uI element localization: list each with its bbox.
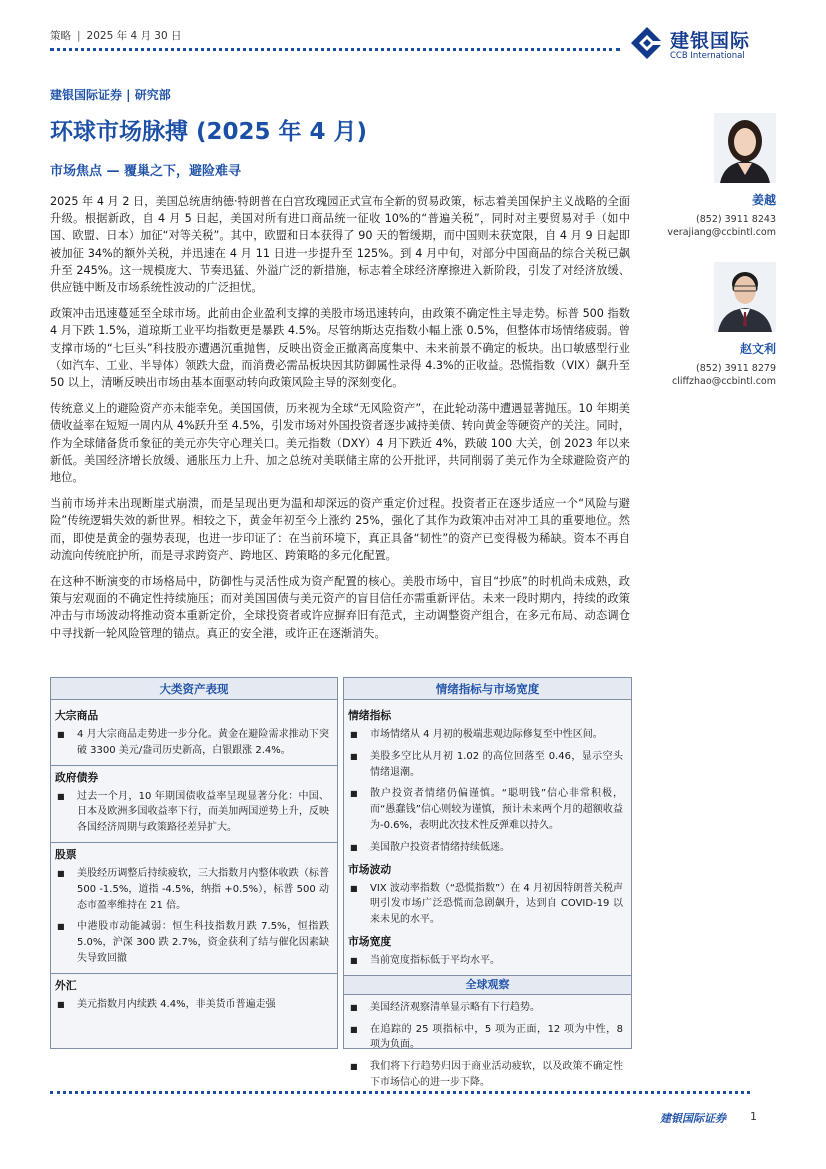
bullet-icon: ■ [57,922,65,932]
footer-divider [50,1091,750,1094]
bullet-icon: ■ [350,1062,358,1072]
footer-brand: 建银国际证券 [660,1112,726,1125]
topbar-separator: | [77,30,81,42]
list-item: ■ 我们将下行趋势归因于商业活动疲软，以及政策不确定性下市场信心的进一步下降。 [348,1059,627,1091]
section-title: 情绪指标 [348,709,392,722]
report-topbar [50,28,182,43]
bullet-icon: ■ [350,751,358,761]
bullet-icon: ■ [57,791,65,801]
list-item: ■ 中港股市动能减弱：恒生科技指数月跌 7.5%，恒指跌 5.0%，沪深 300 跌 2.7%，资金获利了结与催化因素缺失导致回撤 [55,919,333,966]
ccb-logo-icon [628,24,666,62]
section-title: 股票 [55,847,77,861]
analyst-name: 姜越 [751,193,776,207]
analyst-name: 赵文利 [739,342,776,356]
bullet-icon: ■ [57,999,65,1009]
analyst-card [646,113,776,239]
list-item: ■ 4 月大宗商品走势进一步分化。黄金在避险需求推动下突破 3300 美元/盎司历史新高，白银跟涨 2.4%。 [55,727,333,759]
section-divider [51,765,337,766]
list-item: ■ VIX 波动率指数（“恐慌指数”）在 4 月初因特朗普关税声明引发市场广泛恐慌而急剧飙升，达到自 COVID-19 以来未见的水平。 [348,881,627,928]
panel-title: 大类资产表现 [51,678,337,700]
paragraph: 在这种不断演变的市场格局中，防御性与灵活性成为资产配置的核心。美股市场中，盲目“抄底”的时机尚未成熟，政策与宏观面的不确定性持续施压；而对美国国债与美元资产的盲目信任亦需重新评估。未来一段时期内，持续的政策冲击与市场波动将推动资本重新定价，全球投资者或许应摒弃旧有范式，主动调整资产组合，在多元布局、动态调仓中寻找新一轮风险管理的锚点。真正的安全港，或许正在逐渐消失。 [50,575,630,640]
analyst-email[interactable]: verajiang@ccbintl.com [667,227,776,238]
section-title: 大宗商品 [55,709,99,722]
global-watch-title: 全球观察 [344,975,631,995]
report-category: 策略 [50,30,71,42]
page-number: 1 [750,1110,757,1123]
paragraph: 当前市场并未出现断崖式崩溃，而是呈现出更为温和却深远的资产重定价过程。投资者正在逐步适应一个“风险与避险”传统逻辑失效的新世界。相较之下，黄金年初至今上涨约 25%，强化了其作为政策冲击对冲工具的重要地位。然而，即使是黄金的强势表现，也进一步印证了：在当前环境下，真正具备“韧性”的资产已变得极为稀缺。资本不再自动流向传统庇护所，而是寻求跨资产、跨地区、跨策略的多元化配置。 [50,497,630,562]
bullet-icon: ■ [350,789,358,799]
paragraph: 政策冲击迅速蔓延至全球市场。此前由企业盈利支撑的美股市场迅速转向，由政策不确定性主导走势。标普 500 指数 4 月下跌 1.5%，道琼斯工业平均指数更是暴跌 4.5%。尽管纳斯达克指数小幅上涨 0.5%，但整体市场情绪疲弱。曾支撑市场的“七巨头”科技股亦遭遇沉重抛售，反映出资金正撤离高度集中、未来前景不确定的板块。出口敏感型行业（如汽车、工业、半导体）领跌大盘，而消费必需品板块因其防御属性录得 4.3%的正收益。恐慌指数（VIX）飙升至 50 以上，清晰反映出市场由基本面驱动转向政策风险主导的深刻变化。 [50,307,630,390]
paragraph: 2025 年 4 月 2 日，美国总统唐纳德·特朗普在白宫玫瑰园正式宣布全新的贸易政策，标志着美国保护主义战略的全面升级。根据新政，自 4 月 5 日起，美国对所有进口商品统一征收 10%的“普遍关税”，同时对主要贸易对手（如中国、欧盟、日本）加征“对等关税”。其中，欧盟和日本获得了 90 天的暂缓期，而中国则未获宽限，自 4 月 9 日起即被加征 34%的额外关税，并迅速在 4 月 11 日进一步提升至 125%。到 4 月中旬，对部分中国商品的综合关税已飙升至 245%。这一规模庞大、节奏迅猛、外溢广泛的新措施，标志着全球经济摩擦进入新阶段，引发了对经济放缓、供应链中断及市场系统性波动的广泛担忧。 [50,195,630,295]
logo-name-cn: 建银国际 [670,30,751,52]
bullet-icon: ■ [350,955,358,965]
bullet-icon: ■ [350,842,358,852]
ccb-logo [628,24,788,64]
header-divider [50,48,620,51]
analyst-email[interactable]: cliffzhao@ccbintl.com [672,376,776,387]
logo-name-en: CCB International [670,51,745,61]
section-divider [51,973,337,974]
page-title: 环球市场脉搏 (2025 年 4 月) [50,119,368,145]
analyst-phone: (852) 3911 8279 [696,363,776,374]
bullet-icon: ■ [350,730,358,739]
paragraph: 传统意义上的避险资产亦未能幸免。美国国债，历来视为全球“无风险资产”，在此轮动荡中遭遇显著抛压。10 年期美债收益率在短短一周内从 4%跃升至 4.5%，引发市场对外国投资者逐步减持美债、转向黄金等硬资产的关注。同时，作为全球储备货币象征的美元亦失守心理关口。美元指数（DXY）4 月下跌近 4%，跌破 100 大关，创 2023 年以来新低。美国经济增长放缓、通胀压力上升、加之总统对美联储主席的公开批评，共同削弱了美元作为全球避险资产的地位。 [50,402,630,485]
list-item: ■ 美股经历调整后持续疲软，三大指数月内整体收跌（标普 500 -1.5%，道指 -4.5%，纳指 +0.5%），标普 500 动态市盈率维持在 21 倍。 [55,866,333,913]
panel-title: 情绪指标与市场宽度 [344,678,631,700]
list-item: ■ 当前宽度指标低于平均水平。 [348,953,627,969]
list-item: ■ 市场情绪从 4 月初的极端悲观边际修复至中性区间。 [348,727,627,743]
section-title: 市场宽度 [348,934,392,948]
bullet-icon: ■ [350,1002,358,1012]
list-item: ■ 美国经济观察清单显示略有下行趋势。 [348,1000,627,1016]
section-title: 市场波动 [348,862,392,876]
list-item: ■ 美国散户投资者情绪持续低迷。 [348,840,627,856]
report-date: 2025 年 4 月 30 日 [86,30,182,42]
section-title: 外汇 [55,978,77,992]
bullet-icon: ■ [350,1024,358,1034]
bullet-icon: ■ [57,730,65,739]
analyst-photo-male [714,262,776,332]
list-item: ■ 散户投资者情绪仍偏谨慎。“聪明钱”信心非常积极，而“愚蠢钱”信心则较为谨慎，预计未来两个月的超额收益为-0.6%，表明此次技术性反弹难以持久。 [348,786,627,833]
asset-performance-panel [50,677,338,1049]
bullet-icon: ■ [350,883,358,893]
page-subtitle: 市场焦点 — 覆巢之下，避险难寻 [50,164,242,179]
analyst-card [646,262,776,388]
section-title: 政府债券 [55,770,99,784]
analyst-phone: (852) 3911 8243 [696,214,776,225]
bullet-icon: ■ [57,868,65,878]
list-item: ■ 在追踪的 25 项指标中，5 项为正面，12 项为中性，8 项为负面。 [348,1022,627,1054]
list-item: ■ 过去一个月，10 年期国债收益率呈现显著分化：中国、日本及欧洲多国收益率下行，而美加两国逆势上升，反映各国经济周期与政策路径差异扩大。 [55,789,333,836]
list-item: ■ 美股多空比从月初 1.02 的高位回落至 0.46，显示空头情绪退潮。 [348,749,627,781]
section-divider [51,842,337,843]
analyst-photo-female [714,113,776,183]
sentiment-panel [343,677,632,1088]
article-body [50,193,630,651]
list-item: ■ 美元指数月内续跌 4.4%，非美货币普遍走强 [55,997,333,1013]
org-line: 建银国际证券 | 研究部 [50,88,171,102]
